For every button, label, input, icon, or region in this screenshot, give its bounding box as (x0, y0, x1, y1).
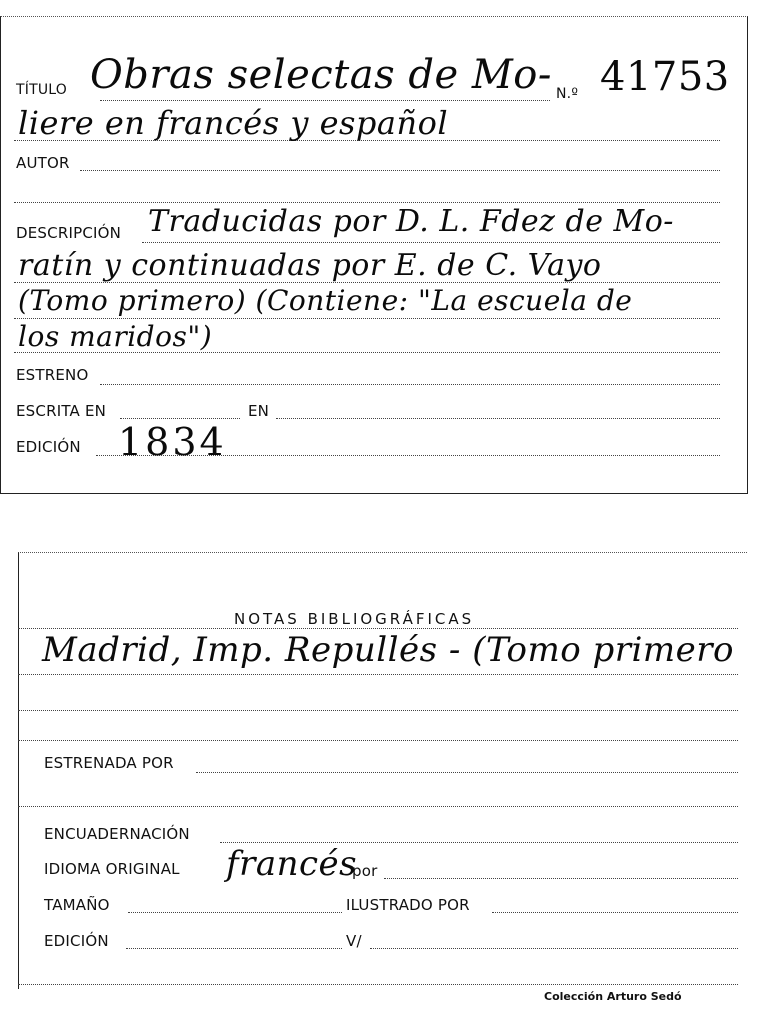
rule-escrita (120, 418, 240, 419)
rule-notas-2 (18, 710, 738, 711)
edicion-label-bottom: EDICIÓN (44, 932, 109, 950)
rule-estrenada (196, 772, 738, 773)
encuadernacion-label: ENCUADERNACIÓN (44, 825, 190, 843)
edicion-value: 1834 (118, 420, 227, 464)
rule-autor (80, 170, 720, 171)
numero-label: N.º (556, 86, 579, 102)
numero-value: 41753 (600, 54, 730, 100)
rule-notas-title (18, 628, 738, 629)
en-label: EN (248, 402, 270, 420)
notas-bibliograficas-title: NOTAS BIBLIOGRÁFICAS (234, 610, 475, 628)
descripcion-label: DESCRIPCIÓN (16, 224, 122, 242)
ilustrado-por-label: ILUSTRADO POR (346, 896, 470, 914)
rule-notas-3 (18, 740, 738, 741)
rule-en (276, 418, 720, 419)
idioma-original-value: francés (226, 844, 358, 884)
notas-line1: Madrid, Imp. Repullés - (Tomo primero (42, 630, 734, 670)
descripcion-line1: Traducidas por D. L. Fdez de Mo- (148, 204, 674, 239)
autor-label: AUTOR (16, 154, 70, 172)
tamano-label: TAMAÑO (44, 896, 110, 914)
rule-blank-2 (18, 806, 738, 807)
rule-final (18, 984, 738, 985)
rule-blank-1 (14, 202, 720, 203)
por-label: por (352, 862, 378, 880)
v-label: V/ (346, 932, 362, 950)
edicion-label-top: EDICIÓN (16, 438, 81, 456)
escrita-en-label: ESCRITA EN (16, 402, 107, 420)
idioma-original-label: IDIOMA ORIGINAL (44, 860, 180, 878)
rule-edicion-bottom (126, 948, 342, 949)
rule-titulo (100, 100, 550, 101)
rule-tamano (128, 912, 342, 913)
descripcion-line2: ratín y continuadas por E. de C. Vayo (18, 248, 602, 283)
estrenada-por-label: ESTRENADA POR (44, 754, 174, 772)
rule-descripcion (142, 242, 720, 243)
titulo-handwritten-line2: liere en francés y español (18, 104, 449, 142)
estreno-label: ESTRENO (16, 366, 89, 384)
rule-notas-1 (18, 674, 738, 675)
descripcion-line3: (Tomo primero) (Contiene: "La escuela de (18, 284, 633, 317)
titulo-label: TÍTULO (16, 82, 67, 98)
rule-ilustrado (492, 912, 738, 913)
rule-v (370, 948, 738, 949)
descripcion-line4: los maridos") (18, 320, 213, 353)
rule-desc-3 (14, 318, 720, 319)
collection-credit: Colección Arturo Sedó (544, 990, 682, 1003)
rule-encuadernacion (220, 842, 738, 843)
rule-estreno (100, 384, 720, 385)
titulo-handwritten-line1: Obras selectas de Mo- (90, 52, 552, 98)
rule-idioma (384, 878, 738, 879)
